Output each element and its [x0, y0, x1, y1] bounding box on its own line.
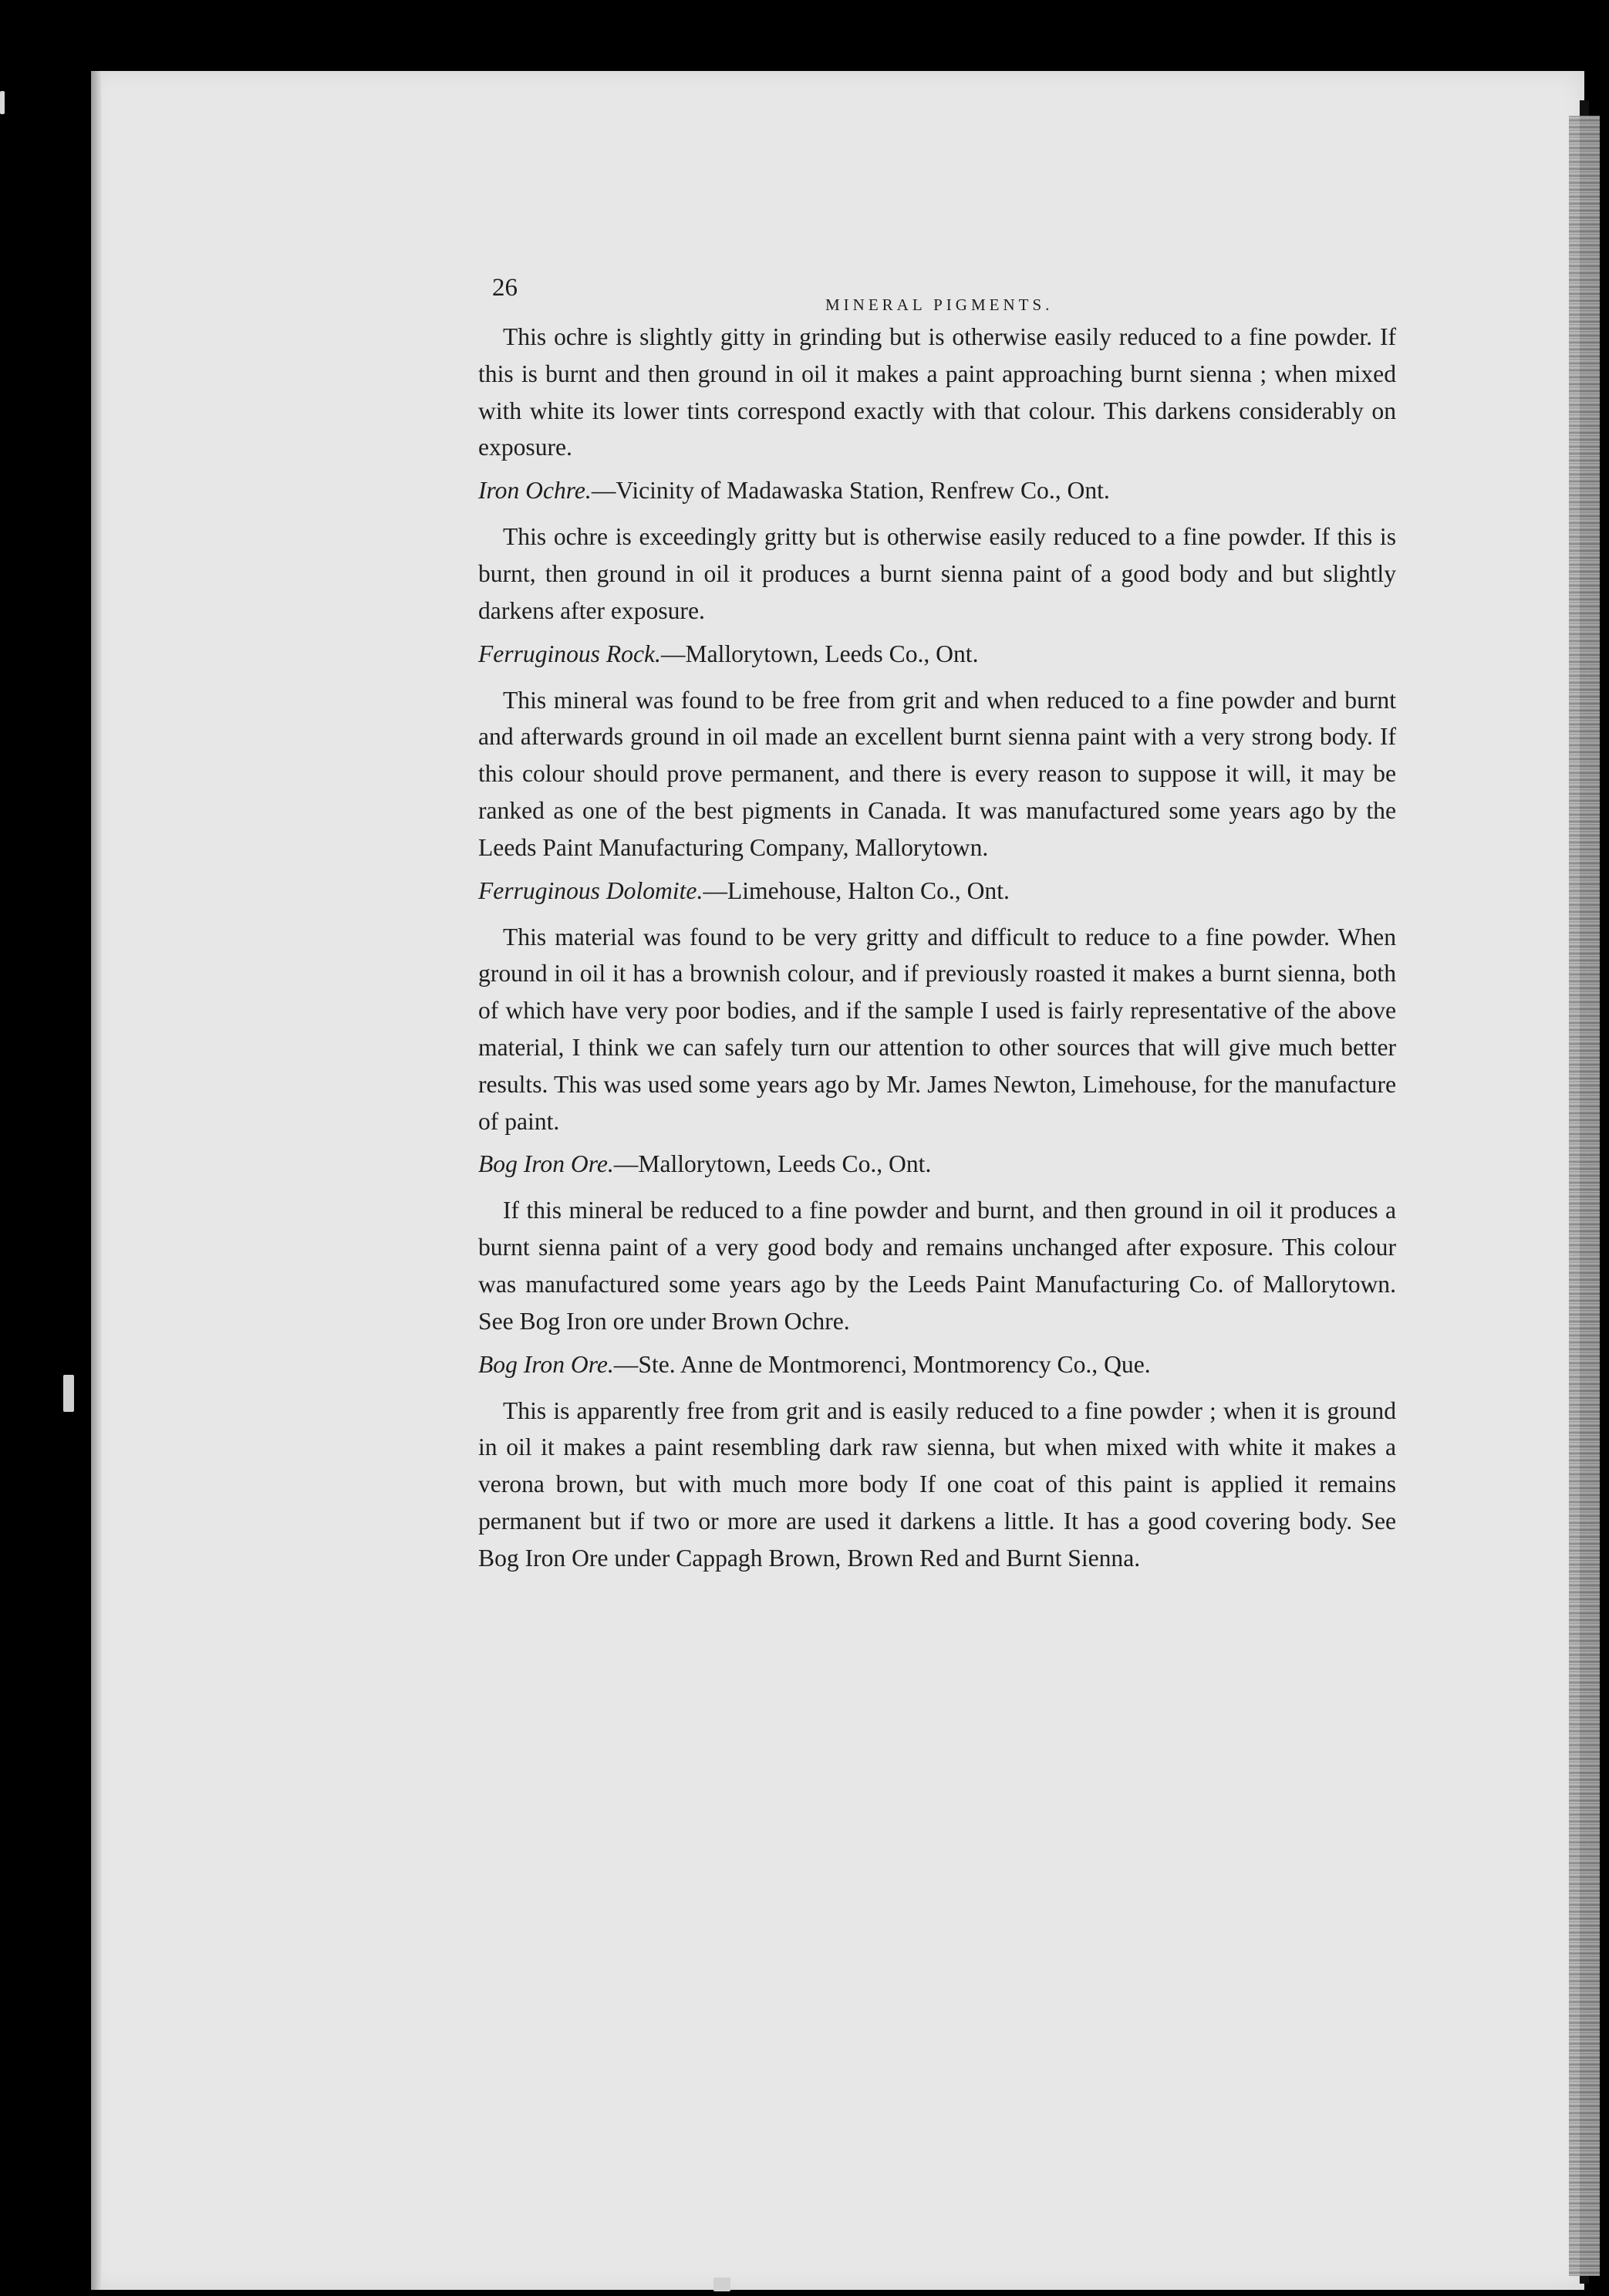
page-header	[478, 274, 1396, 319]
mineral-heading	[478, 1348, 1396, 1382]
paragraph: This ochre is slightly gitty in grinding but is otherwise easily reduced to a fine powder. If this is burnt and then ground in oil it makes a paint approaching burnt sienna ; when mixed with white its lower tints correspond exactly with that colour. This darkens considerably on exposure.	[478, 323, 1396, 461]
paragraph: If this mineral be reduced to a fine powder and burnt, and then ground in oil it produces a burnt sienna paint of a very good body and remains unchanged after exposure. This colour was manufactured some years ago by the Leeds Paint Manufacturing Co. of Mallorytown. See Bog Iron ore under Brown Ochre.	[478, 1197, 1396, 1335]
mineral-locality: —Mallorytown, Leeds Co., Ont.	[613, 1150, 932, 1178]
page-number: 26	[492, 274, 518, 302]
mineral-locality: —Vicinity of Madawaska Station, Renfrew Co., Ont.	[591, 477, 1110, 505]
paragraph: This ochre is exceedingly gritty but is otherwise easily reduced to a fine powder. If this is burnt, then ground in oil it produces a burnt sienna paint of a good body and but slightly darkens after exposure.	[478, 523, 1396, 624]
mineral-locality: —Ste. Anne de Montmorenci, Montmorency Co., Que.	[613, 1350, 1151, 1378]
mineral-name: Bog Iron Ore.	[478, 1350, 614, 1378]
paragraph: This material was found to be very gritty and difficult to reduce to a fine powder. When ground in oil it has a brownish colour, and if previously roasted it makes a burnt sienna, both of which have very poor bodies, and if the sample I used is fairly representative of the above material, I think we can safely turn our attention to other sources that will give much better results. This was used some years ago by Mr. James Newton, Limehouse, for the manufacture of paint.	[478, 923, 1396, 1135]
mineral-name: Iron Ochre.	[478, 477, 592, 505]
paragraph: This mineral was found to be free from grit and when reduced to a fine powder and burnt and afterwards ground in oil made an excellent burnt sienna paint with a very strong body. If this colour should prove permanent, and there is every reason to suppose it will, it may be ranked as one of the best pigments in Canada. It was manufactured some years ago by the Leeds Paint Manufacturing Company, Mallorytown.	[478, 686, 1396, 861]
binding-mark-bottom	[713, 2277, 730, 2291]
mineral-heading	[478, 1147, 1396, 1181]
page-content	[478, 274, 1396, 1577]
mineral-heading	[478, 637, 1396, 671]
paragraph: This is apparently free from grit and is easily reduced to a fine powder ; when it is ground in oil it makes a paint resembling dark raw sienna, but when mixed with white it makes a verona brown, but with much more body If one coat of this paint is applied it remains permanent but if two or more are used it darkens a little. It has a good covering body. See Bog Iron Ore under Cappagh Brown, Brown Red and Burnt Sienna.	[478, 1396, 1396, 1572]
mineral-name: Bog Iron Ore.	[478, 1150, 614, 1178]
binding-mark-top	[0, 91, 5, 114]
running-head: MINERAL PIGMENTS.	[825, 295, 1054, 314]
mineral-name: Ferruginous Rock.	[478, 640, 661, 667]
mineral-locality: —Limehouse, Halton Co., Ont.	[703, 876, 1010, 904]
binding-mark-middle	[63, 1375, 74, 1412]
mineral-name: Ferruginous Dolomite.	[478, 876, 703, 904]
page-right-edge	[1569, 116, 1600, 2276]
mineral-heading	[478, 874, 1396, 908]
page-left-edge	[91, 71, 102, 2290]
mineral-heading	[478, 474, 1396, 508]
mineral-locality: —Mallorytown, Leeds Co., Ont.	[660, 640, 979, 667]
